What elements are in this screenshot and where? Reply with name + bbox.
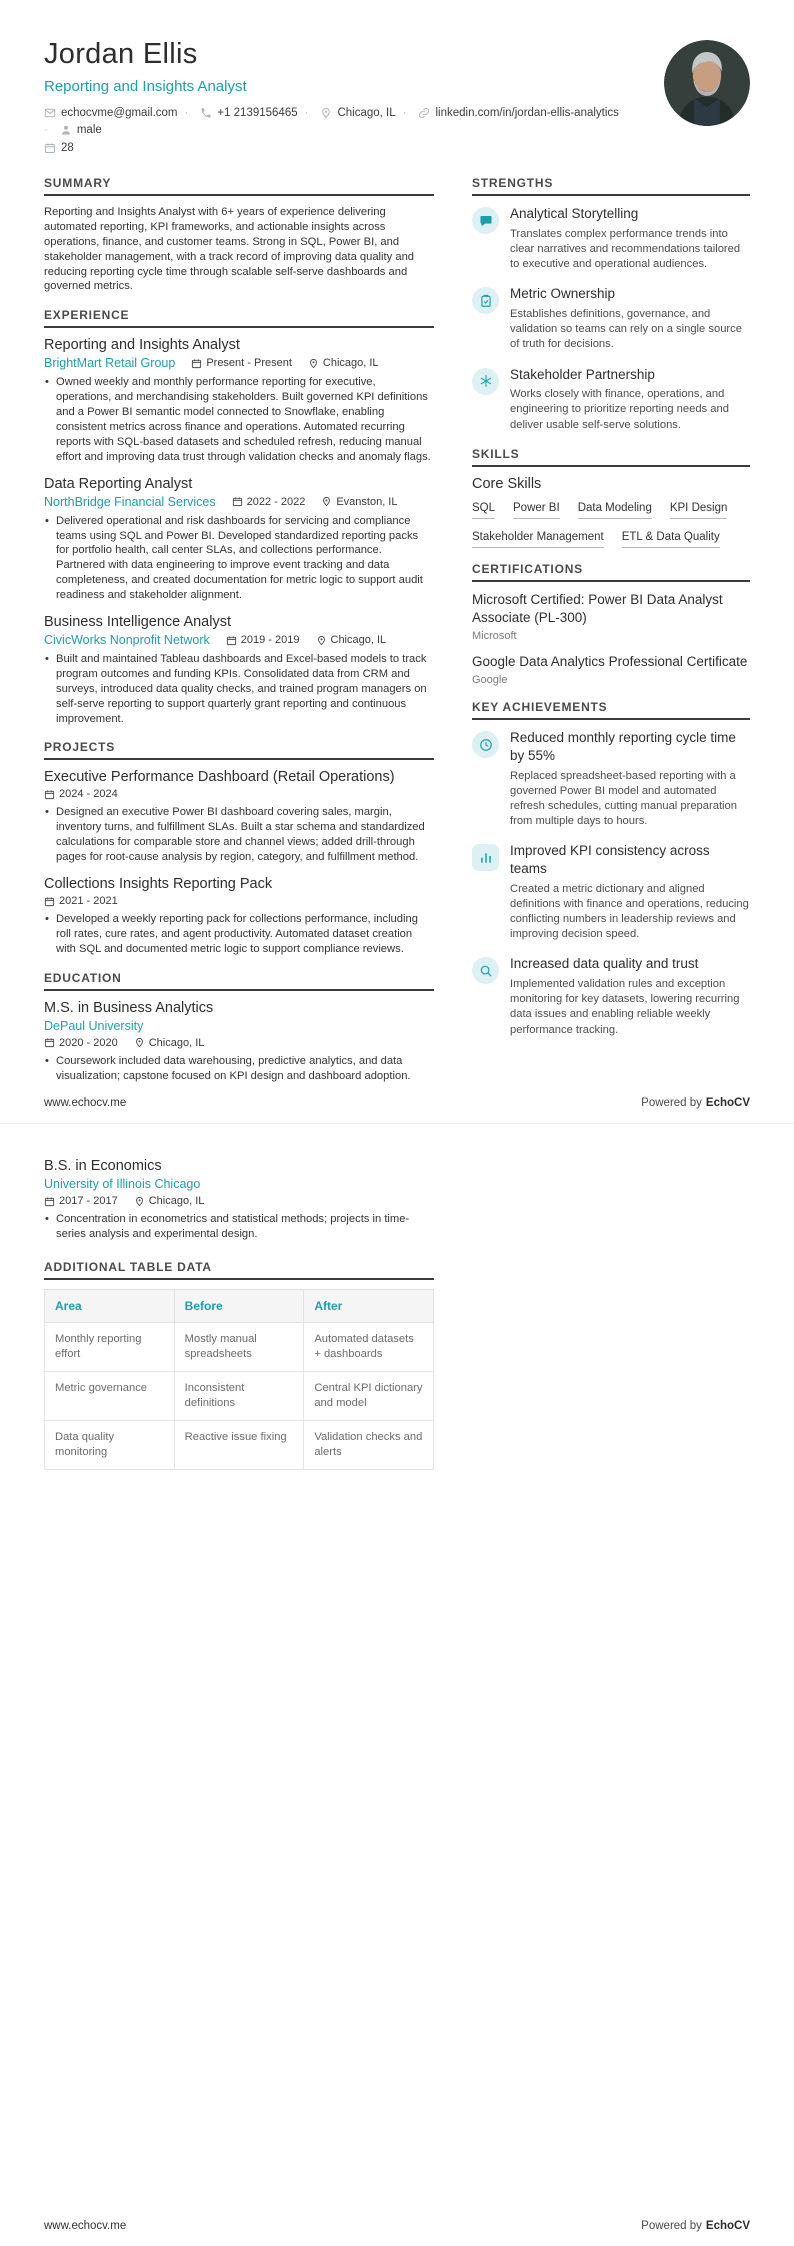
- page-1-footer: [44, 1097, 750, 1109]
- skill-item: KPI Design: [670, 502, 728, 519]
- clipboard-check-icon: [472, 287, 499, 314]
- experience-item: [44, 337, 434, 464]
- job-title: Business Intelligence Analyst: [44, 614, 231, 631]
- job-dates: 2019 - 2019: [226, 634, 300, 646]
- project-bullet: • Designed an executive Power BI dashboard covering sales, margin, inventory turns, and fulfillment SLAs. Built a star schema and standardized calculations for comparable store and channel views; added drill-through pages for root-cause analysis by region, category, and fulfillment method.: [44, 805, 434, 865]
- strength-text: Works closely with finance, operations, and engineering to prioritize reporting needs and deliver usable self-serve solutions.: [510, 388, 729, 431]
- table-cell: Central KPI dictionary and model: [304, 1372, 434, 1421]
- calendar-icon: [44, 142, 56, 154]
- section-education: [44, 971, 434, 1084]
- certification-item: [472, 653, 750, 686]
- footer-site-link[interactable]: www.echocv.me: [44, 1097, 127, 1109]
- table-cell: Monthly reporting effort: [45, 1322, 175, 1371]
- education-location: Chicago, IL: [134, 1037, 205, 1049]
- strength-text: Establishes definitions, governance, and validation so teams can rely on a single source of truth for decisions.: [510, 307, 742, 351]
- achievement-text: Created a metric dictionary and aligned definitions with finance and operations, reducing conflicting numbers in leadership reviews and improving decision speed.: [510, 882, 749, 941]
- summary-heading: SUMMARY: [44, 176, 434, 196]
- additional-table-heading: ADDITIONAL TABLE DATA: [44, 1260, 434, 1280]
- achievement-title: Improved KPI consistency across teams: [510, 843, 710, 876]
- certification-item: [472, 591, 750, 642]
- company-name: NorthBridge Financial Services: [44, 494, 216, 509]
- education-bullet: • Concentration in econometrics and statistical methods; projects in time-series analysis and experimental design.: [44, 1212, 434, 1242]
- profile-photo-image: [664, 40, 750, 126]
- project-dates: 2021 - 2021: [44, 895, 118, 907]
- snowflake-icon: [472, 368, 499, 395]
- location-pin-icon: [316, 635, 327, 646]
- person-name: Jordan Ellis: [44, 38, 198, 70]
- project-item: [44, 769, 434, 865]
- contact-linkedin[interactable]: · linkedin.com/in/jordan-ellis-analytics: [403, 107, 619, 119]
- achievement-title: Reduced monthly reporting cycle time by 55%: [510, 730, 736, 763]
- footer-site-link[interactable]: www.echocv.me: [44, 2220, 127, 2232]
- skill-item: SQL: [472, 502, 495, 519]
- job-dates: 2022 - 2022: [232, 496, 306, 508]
- section-key-achievements: [472, 700, 750, 1038]
- table-column-header: Area: [45, 1289, 175, 1322]
- experience-item: [44, 614, 434, 726]
- left-column-page-2: [44, 1158, 434, 1470]
- calendar-icon: [232, 496, 243, 507]
- table-cell: Validation checks and alerts: [304, 1421, 434, 1470]
- job-location: Chicago, IL: [316, 634, 387, 646]
- job-location: Chicago, IL: [308, 357, 379, 369]
- additional-data-table: [44, 1289, 434, 1471]
- strength-item: [472, 205, 750, 272]
- person-title: Reporting and Insights Analyst: [44, 78, 247, 95]
- strength-title: Analytical Storytelling: [510, 206, 639, 221]
- job-subrow: [44, 495, 434, 509]
- job-subrow: [44, 356, 434, 370]
- skills-heading: SKILLS: [472, 447, 750, 467]
- table-cell: Inconsistent definitions: [174, 1372, 304, 1421]
- job-title: Data Reporting Analyst: [44, 475, 193, 492]
- company-name: CivicWorks Nonprofit Network: [44, 633, 210, 648]
- section-strengths: [472, 176, 750, 433]
- job-bullet: • Owned weekly and monthly performance reporting for executive, operations, and merchandising stakeholders. Built governed KPI definitions and a Power BI semantic model connected to Snowflake, enabling consistent metrics across finance and operations. Automated recurring reports with SQL-based datasets and scheduled refresh, reducing manual effort and improving data trust through validation checks and anomaly flags.: [44, 375, 434, 464]
- degree-title: B.S. in Economics: [44, 1158, 162, 1174]
- contact-phone[interactable]: · +1 2139156465: [185, 107, 298, 119]
- table-column-header: After: [304, 1289, 434, 1322]
- section-certifications: [472, 562, 750, 687]
- job-title: Reporting and Insights Analyst: [44, 337, 240, 354]
- education-item: [44, 1000, 434, 1084]
- achievement-item: [472, 842, 750, 942]
- achievement-item: [472, 955, 750, 1037]
- skill-item: ETL & Data Quality: [622, 531, 720, 548]
- header-identity: [44, 38, 644, 154]
- job-bullet: • Built and maintained Tableau dashboards and Excel-based models to track program outcomes and funding KPIs. Consolidated data from CRM and surveys, introduced data quality checks, and trained program managers on self-serve reporting to support quarterly grant reporting and continuous improvement.: [44, 652, 434, 726]
- location-pin-icon: [321, 496, 332, 507]
- table-cell: Reactive issue fixing: [174, 1421, 304, 1470]
- education-subrow: [44, 1037, 434, 1049]
- section-summary: [44, 176, 434, 294]
- table-row: [45, 1322, 434, 1371]
- footer-powered-by: Powered by EchoCV: [641, 1097, 750, 1109]
- magnifier-icon: [472, 957, 499, 984]
- calendar-icon: [226, 635, 237, 646]
- achievement-text: Implemented validation rules and exception monitoring for key datasets, lowering recurring data issues and enabling reliable weekly performance tracking.: [510, 978, 740, 1036]
- table-cell: Mostly manual spreadsheets: [174, 1322, 304, 1371]
- calendar-icon: [44, 1037, 55, 1048]
- job-dates: Present - Present: [191, 357, 292, 369]
- strengths-heading: STRENGTHS: [472, 176, 750, 196]
- company-name: BrightMart Retail Group: [44, 356, 176, 371]
- strength-item: [472, 285, 750, 352]
- skill-item: Power BI: [513, 502, 560, 519]
- table-cell: Metric governance: [45, 1372, 175, 1421]
- table-row: [45, 1421, 434, 1470]
- strength-text: Translates complex performance trends into clear narratives and recommendations tailored to executive and operational audiences.: [510, 227, 741, 271]
- strength-title: Stakeholder Partnership: [510, 366, 655, 382]
- footer-brand: EchoCV: [705, 1097, 750, 1109]
- footer-brand: EchoCV: [705, 2220, 750, 2232]
- education-location: Chicago, IL: [134, 1195, 205, 1207]
- experience-heading: EXPERIENCE: [44, 308, 434, 328]
- section-additional-table: [44, 1260, 434, 1471]
- education-item: [44, 1158, 434, 1242]
- certification-issuer: Google: [472, 674, 508, 687]
- table-column-header: Before: [174, 1289, 304, 1322]
- footer-powered-by: Powered by EchoCV: [641, 2220, 750, 2232]
- strength-item: [472, 366, 750, 433]
- speech-bubble-icon: [472, 207, 499, 234]
- education-bullet: • Coursework included data warehousing, predictive analytics, and data visualization; capstone focused on KPI design and dashboard adoption.: [44, 1054, 434, 1084]
- link-icon: [418, 107, 430, 119]
- school-name: University of Illinois Chicago: [44, 1177, 201, 1191]
- contact-gender: · male: [44, 124, 102, 136]
- project-subrow: [44, 788, 434, 800]
- table-cell: Automated datasets + dashboards: [304, 1322, 434, 1371]
- project-bullet: • Developed a weekly reporting pack for collections performance, including roll rates, cure rates, and agent productivity. Automated dataset creation with SQL and documented metric logic to support compliance reviews.: [44, 912, 434, 957]
- certification-name: Microsoft Certified: Power BI Data Analyst Associate (PL-300): [472, 591, 723, 625]
- left-column: [44, 176, 434, 1098]
- contact-age: 28: [44, 142, 74, 154]
- skills-list: [472, 502, 750, 548]
- skill-item: Data Modeling: [578, 502, 652, 519]
- calendar-icon: [44, 789, 55, 800]
- certifications-heading: CERTIFICATIONS: [472, 562, 750, 582]
- section-experience: [44, 308, 434, 726]
- calendar-icon: [44, 1196, 55, 1207]
- right-column: [472, 176, 750, 1052]
- contact-info-row-1: [44, 107, 644, 136]
- degree-title: M.S. in Business Analytics: [44, 999, 214, 1016]
- skill-item: Stakeholder Management: [472, 531, 604, 548]
- project-subrow: [44, 895, 434, 907]
- certification-issuer: Microsoft: [472, 630, 517, 643]
- contact-location: · Chicago, IL: [305, 107, 396, 119]
- section-projects: [44, 740, 434, 956]
- job-subrow: [44, 633, 434, 647]
- education-subrow: [44, 1195, 434, 1207]
- project-title: Executive Performance Dashboard (Retail Operations): [44, 769, 395, 786]
- bar-chart-icon: [472, 844, 499, 871]
- education-dates: 2017 - 2017: [44, 1195, 118, 1207]
- table-cell: Data quality monitoring: [45, 1421, 175, 1470]
- calendar-icon: [44, 896, 55, 907]
- education-dates: 2020 - 2020: [44, 1037, 118, 1049]
- projects-heading: PROJECTS: [44, 740, 434, 760]
- achievement-title: Increased data quality and trust: [510, 956, 699, 972]
- project-dates: 2024 - 2024: [44, 788, 118, 800]
- location-pin-icon: [134, 1037, 145, 1048]
- location-pin-icon: [134, 1196, 145, 1207]
- contact-email[interactable]: echocvme@gmail.com: [44, 107, 178, 119]
- resume-header: [44, 38, 750, 154]
- mail-icon: [44, 107, 56, 119]
- section-skills: [472, 447, 750, 548]
- summary-text: Reporting and Insights Analyst with 6+ years of experience delivering automated reporting, KPI frameworks, and actionable insights across operations, finance, and customer teams. Strong in SQL, Power BI, and stakeholder management, with a track record of improving data quality and reducing reporting cycle time through scalable self-serve dashboards and governed metrics.: [44, 206, 415, 293]
- location-pin-icon: [308, 358, 319, 369]
- experience-item: [44, 476, 434, 603]
- location-pin-icon: [320, 107, 332, 119]
- project-item: [44, 876, 434, 957]
- achievement-item: [472, 729, 750, 829]
- clock-icon: [472, 731, 499, 758]
- calendar-icon: [191, 358, 202, 369]
- certification-name: Google Data Analytics Professional Certificate: [472, 654, 748, 670]
- school-name: DePaul University: [44, 1018, 144, 1033]
- skills-group-title: Core Skills: [472, 475, 542, 492]
- achievement-text: Replaced spreadsheet-based reporting with a governed Power BI model and automated refresh schedules, cutting manual preparation from multiple days to hours.: [510, 769, 737, 828]
- content-columns: [44, 176, 750, 1098]
- phone-icon: [200, 107, 212, 119]
- person-icon: [60, 124, 72, 136]
- achievements-heading: KEY ACHIEVEMENTS: [472, 700, 750, 720]
- education-heading: EDUCATION: [44, 971, 434, 991]
- profile-photo: [664, 40, 750, 126]
- job-location: Evanston, IL: [321, 496, 397, 508]
- table-header-row: [45, 1289, 434, 1322]
- page-2-footer: [44, 2220, 750, 2232]
- table-row: [45, 1372, 434, 1421]
- contact-info-row-2: [44, 142, 644, 154]
- page-2: [0, 1123, 794, 2246]
- strength-title: Metric Ownership: [510, 286, 616, 302]
- job-bullet: • Delivered operational and risk dashboards for servicing and compliance teams using SQL and Power BI. Developed standardized reporting packs for portfolio health, call center SLAs, and collections performance. Partnered with data engineering to improve event tracking and data completeness, and created documentation for metric logic to support audit readiness and stakeholder alignment.: [44, 514, 434, 603]
- project-title: Collections Insights Reporting Pack: [44, 876, 273, 893]
